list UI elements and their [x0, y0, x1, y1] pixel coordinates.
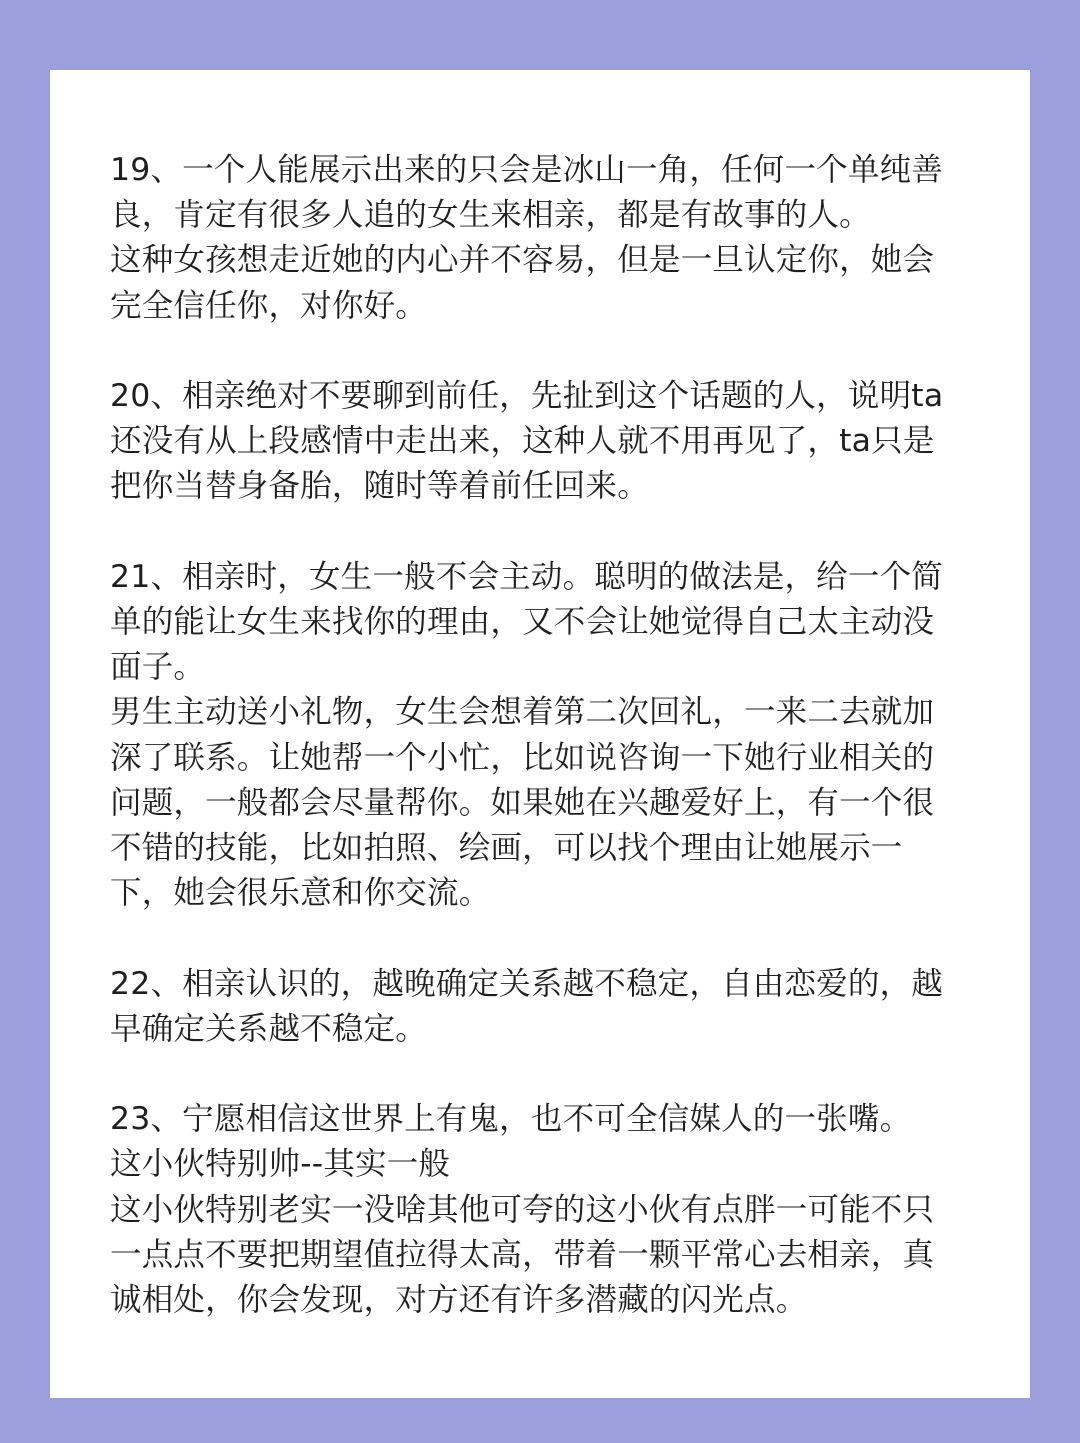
- tip-21: [110, 555, 970, 917]
- tip-20: [110, 374, 970, 510]
- tip-21-paragraph-2: 男生主动送小礼物，女生会想着第二次回礼，一来二去就加 深了联系。让她帮一个小忙，比如说咨询一下她行业相关的 问题，一般都会尽量帮你。如果她在兴趣爱好上，有一个很 不错的技能，比如拍照、绘画，可以找个理由让她展示一 下，她会很乐意和你交流。: [110, 694, 935, 912]
- tip-19: [110, 148, 970, 329]
- tip-23-paragraph-3: 这小伙特别老实一没啥其他可夸的这小伙有点胖一可能不只 一点点不要把期望值拉得太高，带着一颗平常心去相亲，真 诚相处，你会发现，对方还有许多潜藏的闪光点。: [110, 1191, 935, 1319]
- tip-23-paragraph-1: 23、宁愿相信这世界上有鬼，也不可全信媒人的一张嘴。: [110, 1101, 912, 1138]
- tip-21-paragraph-1: 21、相亲时，女生一般不会主动。聪明的做法是，给一个简 单的能让女生来找你的理由，又不会让她觉得自己太主动没 面子。: [110, 558, 943, 686]
- tip-23: [110, 1097, 970, 1323]
- tip-23-paragraph-2: 这小伙特别帅--其实一般: [110, 1146, 451, 1183]
- article-content: [110, 148, 970, 1368]
- tip-20-paragraph-1: 20、相亲绝对不要聊到前任，先扯到这个话题的人，说明ta 还没有从上段感情中走出来，这种人就不用再见了，ta只是 把你当替身备胎，随时等着前任回来。: [110, 378, 944, 505]
- tip-22: [110, 962, 970, 1052]
- tip-19-paragraph-1: 19、一个人能展示出来的只会是冰山一角，任何一个单纯善 良，肯定有很多人追的女生来相亲，都是有故事的人。: [110, 152, 943, 234]
- tip-19-paragraph-2: 这种女孩想走近她的内心并不容易，但是一旦认定你，她会 完全信任你，对你好。: [110, 242, 935, 324]
- tip-22-paragraph-1: 22、相亲认识的，越晚确定关系越不稳定，自由恋爱的，越 早确定关系越不稳定。: [110, 965, 943, 1047]
